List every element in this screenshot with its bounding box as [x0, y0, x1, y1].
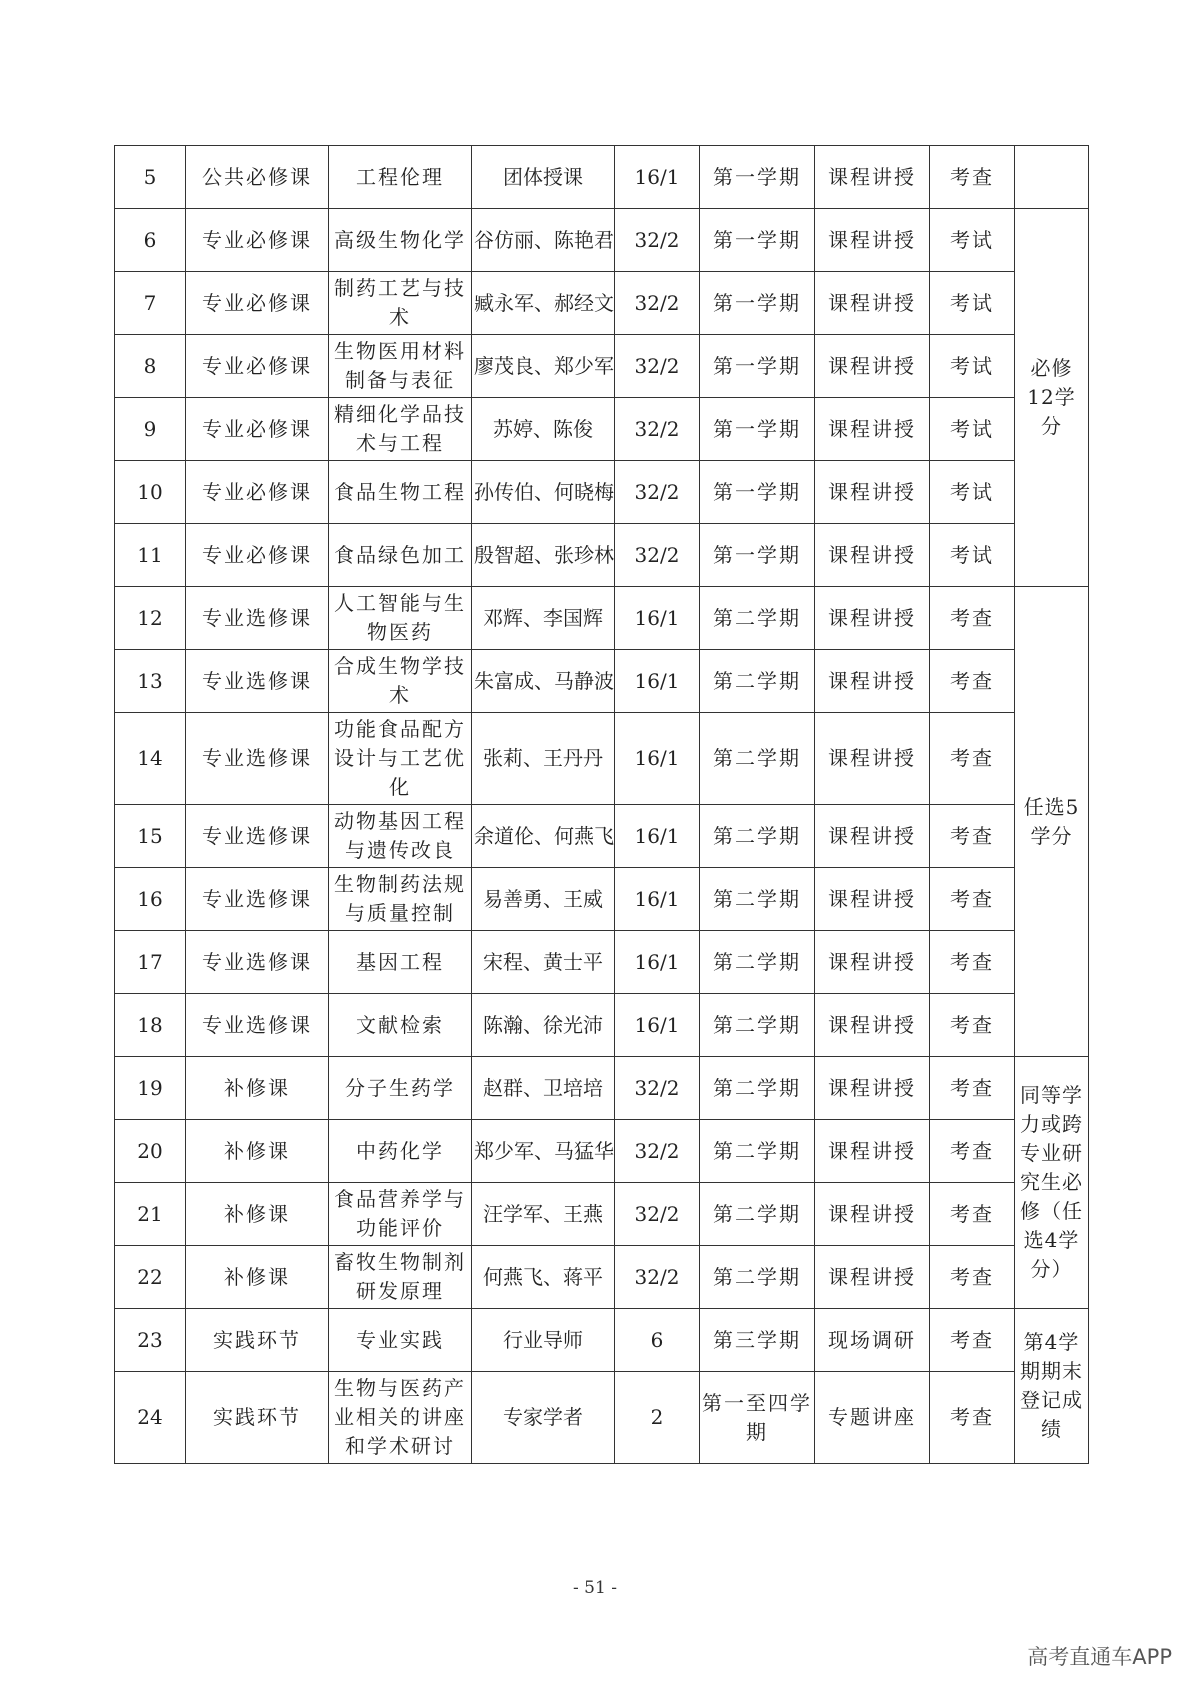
hours-credits: 16/1 [615, 805, 700, 868]
note-practice-grading: 第4学期期末登记成绩 [1015, 1309, 1089, 1464]
course-name: 高级生物化学 [329, 209, 472, 272]
assessment: 考查 [930, 868, 1015, 931]
hours-credits: 16/1 [615, 868, 700, 931]
row-number: 12 [115, 587, 186, 650]
course-type: 实践环节 [186, 1309, 329, 1372]
assessment: 考查 [930, 587, 1015, 650]
table-row [115, 1372, 1089, 1464]
hours-credits: 32/2 [615, 461, 700, 524]
term: 第二学期 [700, 994, 815, 1057]
course-name: 合成生物学技术 [329, 650, 472, 713]
course-name: 基因工程 [329, 931, 472, 994]
table-row [115, 1246, 1089, 1309]
term: 第二学期 [700, 868, 815, 931]
note-required-credits: 必修12学分 [1015, 209, 1089, 587]
term: 第一学期 [700, 398, 815, 461]
note-cell [1015, 146, 1089, 209]
course-name: 生物制药法规与质量控制 [329, 868, 472, 931]
table-row [115, 1057, 1089, 1120]
course-type: 专业必修课 [186, 209, 329, 272]
hours-credits: 32/2 [615, 524, 700, 587]
row-number: 18 [115, 994, 186, 1057]
row-number: 21 [115, 1183, 186, 1246]
term: 第一学期 [700, 272, 815, 335]
assessment: 考查 [930, 1120, 1015, 1183]
note-elective-credits: 任选5学分 [1015, 587, 1089, 1057]
row-number: 10 [115, 461, 186, 524]
assessment: 考查 [930, 1372, 1015, 1464]
hours-credits: 6 [615, 1309, 700, 1372]
row-number: 19 [115, 1057, 186, 1120]
hours-credits: 16/1 [615, 713, 700, 805]
term: 第二学期 [700, 1183, 815, 1246]
table-row [115, 931, 1089, 994]
course-name: 分子生药学 [329, 1057, 472, 1120]
teacher: 汪学军、王燕 [472, 1183, 615, 1246]
assessment: 考查 [930, 994, 1015, 1057]
hours-credits: 32/2 [615, 1246, 700, 1309]
term: 第一至四学期 [700, 1372, 815, 1464]
row-number: 17 [115, 931, 186, 994]
teaching-method: 专题讲座 [815, 1372, 930, 1464]
term: 第二学期 [700, 1057, 815, 1120]
assessment: 考试 [930, 398, 1015, 461]
course-name: 中药化学 [329, 1120, 472, 1183]
assessment: 考查 [930, 713, 1015, 805]
course-name: 工程伦理 [329, 146, 472, 209]
hours-credits: 32/2 [615, 209, 700, 272]
course-table [114, 145, 1089, 1464]
assessment: 考试 [930, 209, 1015, 272]
course-type: 专业选修课 [186, 587, 329, 650]
row-number: 6 [115, 209, 186, 272]
hours-credits: 16/1 [615, 650, 700, 713]
course-type: 补修课 [186, 1246, 329, 1309]
teacher: 廖茂良、郑少军 [472, 335, 615, 398]
teacher: 孙传伯、何晓梅 [472, 461, 615, 524]
teaching-method: 课程讲授 [815, 650, 930, 713]
assessment: 考查 [930, 650, 1015, 713]
table-row [115, 1183, 1089, 1246]
teaching-method: 课程讲授 [815, 931, 930, 994]
teacher: 郑少军、马猛华 [472, 1120, 615, 1183]
course-type: 专业选修课 [186, 868, 329, 931]
term: 第二学期 [700, 650, 815, 713]
course-type: 补修课 [186, 1183, 329, 1246]
hours-credits: 16/1 [615, 587, 700, 650]
hours-credits: 32/2 [615, 272, 700, 335]
row-number: 11 [115, 524, 186, 587]
course-type: 专业选修课 [186, 805, 329, 868]
teacher: 团体授课 [472, 146, 615, 209]
table-row [115, 650, 1089, 713]
course-name: 食品绿色加工 [329, 524, 472, 587]
term: 第三学期 [700, 1309, 815, 1372]
course-name: 生物医用材料制备与表征 [329, 335, 472, 398]
course-type: 专业必修课 [186, 335, 329, 398]
row-number: 20 [115, 1120, 186, 1183]
assessment: 考试 [930, 272, 1015, 335]
teacher: 陈瀚、徐光沛 [472, 994, 615, 1057]
course-name: 专业实践 [329, 1309, 472, 1372]
assessment: 考试 [930, 335, 1015, 398]
assessment: 考试 [930, 524, 1015, 587]
table-row [115, 805, 1089, 868]
teaching-method: 课程讲授 [815, 1120, 930, 1183]
course-type: 专业选修课 [186, 994, 329, 1057]
teacher: 易善勇、王威 [472, 868, 615, 931]
assessment: 考查 [930, 1246, 1015, 1309]
hours-credits: 32/2 [615, 1057, 700, 1120]
teacher: 谷仿丽、陈艳君 [472, 209, 615, 272]
teaching-method: 课程讲授 [815, 1246, 930, 1309]
teaching-method: 课程讲授 [815, 335, 930, 398]
table-row [115, 524, 1089, 587]
course-type: 补修课 [186, 1120, 329, 1183]
teaching-method: 课程讲授 [815, 805, 930, 868]
course-name: 食品生物工程 [329, 461, 472, 524]
course-name: 动物基因工程与遗传改良 [329, 805, 472, 868]
assessment: 考查 [930, 1057, 1015, 1120]
teacher: 赵群、卫培培 [472, 1057, 615, 1120]
row-number: 22 [115, 1246, 186, 1309]
course-type: 专业必修课 [186, 398, 329, 461]
teaching-method: 课程讲授 [815, 1057, 930, 1120]
course-type: 专业必修课 [186, 461, 329, 524]
course-name: 制药工艺与技术 [329, 272, 472, 335]
assessment: 考查 [930, 1183, 1015, 1246]
table-row [115, 398, 1089, 461]
assessment: 考查 [930, 146, 1015, 209]
row-number: 8 [115, 335, 186, 398]
term: 第一学期 [700, 524, 815, 587]
course-name: 生物与医药产业相关的讲座和学术研讨 [329, 1372, 472, 1464]
term: 第一学期 [700, 461, 815, 524]
table-row [115, 209, 1089, 272]
teacher: 邓辉、李国辉 [472, 587, 615, 650]
assessment: 考查 [930, 805, 1015, 868]
teaching-method: 课程讲授 [815, 461, 930, 524]
term: 第二学期 [700, 713, 815, 805]
course-name: 畜牧生物制剂研发原理 [329, 1246, 472, 1309]
term: 第一学期 [700, 146, 815, 209]
course-name: 人工智能与生物医药 [329, 587, 472, 650]
course-name: 精细化学品技术与工程 [329, 398, 472, 461]
assessment: 考查 [930, 1309, 1015, 1372]
hours-credits: 16/1 [615, 994, 700, 1057]
teacher: 朱富成、马静波 [472, 650, 615, 713]
course-type: 专业必修课 [186, 272, 329, 335]
row-number: 16 [115, 868, 186, 931]
term: 第一学期 [700, 335, 815, 398]
teaching-method: 课程讲授 [815, 587, 930, 650]
row-number: 15 [115, 805, 186, 868]
note-remedial-credits: 同等学力或跨专业研究生必修（任选4学分） [1015, 1057, 1089, 1309]
course-type: 专业必修课 [186, 524, 329, 587]
term: 第二学期 [700, 1120, 815, 1183]
teacher: 余道伦、何燕飞 [472, 805, 615, 868]
teaching-method: 课程讲授 [815, 994, 930, 1057]
teacher: 张莉、王丹丹 [472, 713, 615, 805]
assessment: 考试 [930, 461, 1015, 524]
teacher: 殷智超、张珍林 [472, 524, 615, 587]
row-number: 23 [115, 1309, 186, 1372]
teaching-method: 现场调研 [815, 1309, 930, 1372]
teacher: 行业导师 [472, 1309, 615, 1372]
row-number: 5 [115, 146, 186, 209]
hours-credits: 32/2 [615, 1120, 700, 1183]
row-number: 13 [115, 650, 186, 713]
table-row [115, 713, 1089, 805]
term: 第二学期 [700, 805, 815, 868]
teaching-method: 课程讲授 [815, 868, 930, 931]
teaching-method: 课程讲授 [815, 146, 930, 209]
course-name: 文献检索 [329, 994, 472, 1057]
hours-credits: 32/2 [615, 398, 700, 461]
hours-credits: 2 [615, 1372, 700, 1464]
course-type: 专业选修课 [186, 650, 329, 713]
table-row [115, 461, 1089, 524]
hours-credits: 16/1 [615, 146, 700, 209]
table-row [115, 272, 1089, 335]
teaching-method: 课程讲授 [815, 209, 930, 272]
table-row [115, 587, 1089, 650]
assessment: 考查 [930, 931, 1015, 994]
term: 第二学期 [700, 587, 815, 650]
course-name: 功能食品配方设计与工艺优化 [329, 713, 472, 805]
teacher: 专家学者 [472, 1372, 615, 1464]
teaching-method: 课程讲授 [815, 1183, 930, 1246]
term: 第二学期 [700, 1246, 815, 1309]
table-row [115, 335, 1089, 398]
course-type: 补修课 [186, 1057, 329, 1120]
course-type: 专业选修课 [186, 931, 329, 994]
teaching-method: 课程讲授 [815, 713, 930, 805]
term: 第一学期 [700, 209, 815, 272]
term: 第二学期 [700, 931, 815, 994]
hours-credits: 16/1 [615, 931, 700, 994]
table-row [115, 146, 1089, 209]
table-row [115, 994, 1089, 1057]
teaching-method: 课程讲授 [815, 272, 930, 335]
watermark: 高考直通车APP [1027, 1645, 1172, 1669]
table-row [115, 1309, 1089, 1372]
row-number: 9 [115, 398, 186, 461]
hours-credits: 32/2 [615, 335, 700, 398]
teacher: 苏婷、陈俊 [472, 398, 615, 461]
teacher: 宋程、黄士平 [472, 931, 615, 994]
table-row [115, 868, 1089, 931]
course-type: 公共必修课 [186, 146, 329, 209]
teaching-method: 课程讲授 [815, 398, 930, 461]
course-type: 专业选修课 [186, 713, 329, 805]
page-number: - 51 - [573, 1578, 617, 1598]
course-name: 食品营养学与功能评价 [329, 1183, 472, 1246]
row-number: 7 [115, 272, 186, 335]
row-number: 14 [115, 713, 186, 805]
hours-credits: 32/2 [615, 1183, 700, 1246]
teaching-method: 课程讲授 [815, 524, 930, 587]
teacher: 臧永军、郝经文 [472, 272, 615, 335]
row-number: 24 [115, 1372, 186, 1464]
course-type: 实践环节 [186, 1372, 329, 1464]
teacher: 何燕飞、蒋平 [472, 1246, 615, 1309]
table-row [115, 1120, 1089, 1183]
